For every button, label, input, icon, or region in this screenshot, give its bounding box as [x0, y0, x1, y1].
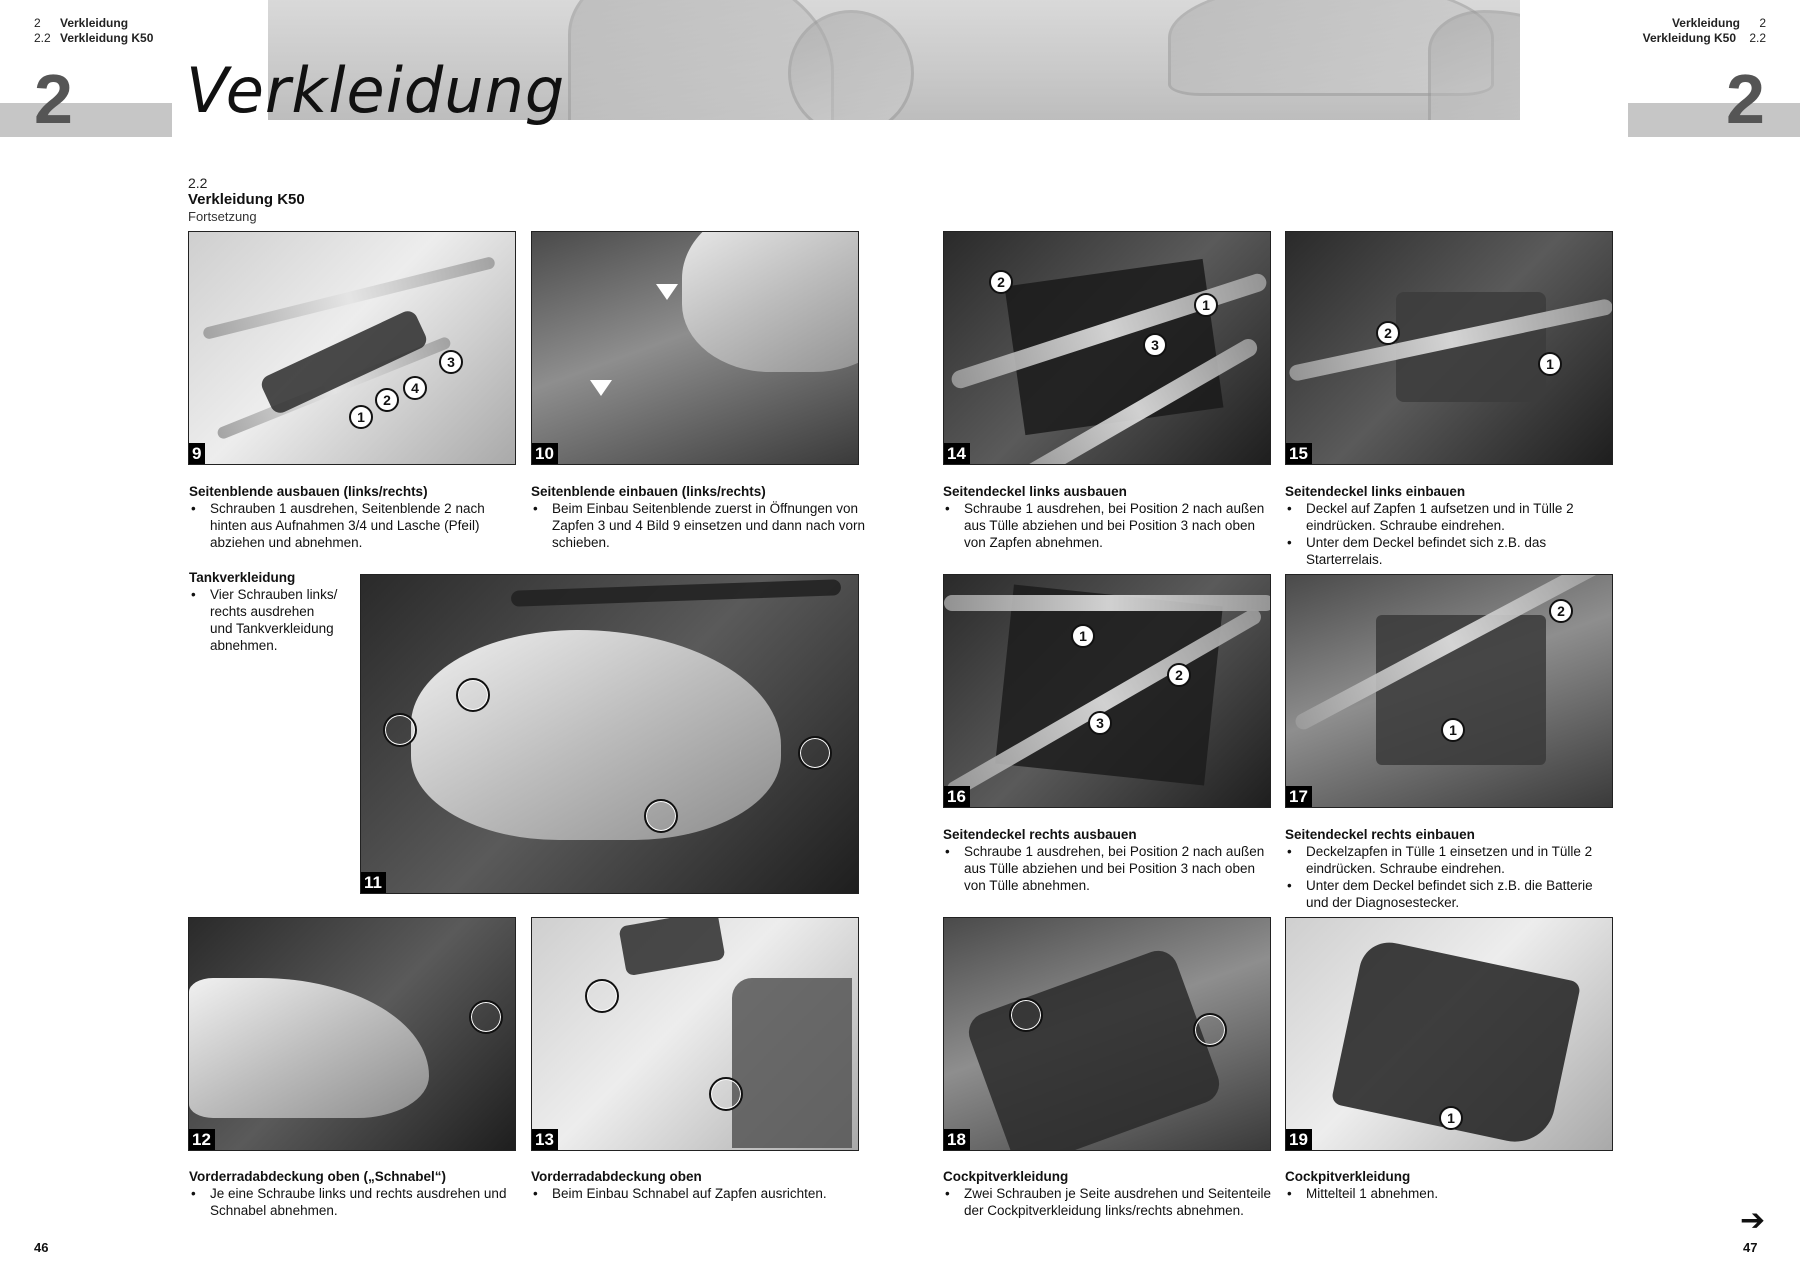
- caption-9: [189, 483, 519, 551]
- caption-14: [943, 483, 1273, 551]
- header-left-chapter-num: 2: [34, 16, 41, 30]
- header-left-chapter-title: Verkleidung: [60, 16, 129, 30]
- header-right-section-num: 2.2: [1749, 31, 1766, 45]
- caption-14-title: Seitendeckel links ausbauen: [943, 484, 1127, 499]
- header-right-chapter-title: Verkleidung: [1671, 16, 1740, 30]
- chapter-number-left: 2: [34, 60, 73, 138]
- caption-11: [189, 569, 339, 654]
- figure-18-number: 18: [944, 1129, 970, 1150]
- screw-marker-ring: [383, 713, 417, 747]
- figure-11-number: 11: [361, 872, 386, 893]
- caption-13: [531, 1168, 861, 1202]
- chapter-bar-right: [1628, 103, 1800, 137]
- figure-9-callout: 4: [403, 376, 427, 400]
- caption-14-item: • Schraube 1 ausdrehen, bei Position 2 nach außen aus Tülle abziehen und bei Position 3 nach oben von Zapfen abnehmen.: [943, 500, 1273, 551]
- screw-marker-ring: [1193, 1013, 1227, 1047]
- header-right-chapter-num: 2: [1759, 16, 1766, 30]
- caption-16-item: • Schraube 1 ausdrehen, bei Position 2 nach außen aus Tülle abziehen und bei Position 3 nach oben von Tülle abnehmen.: [943, 843, 1273, 894]
- header-left-section: [34, 31, 153, 46]
- figure-16-photo: [943, 574, 1271, 808]
- section-number: 2.2: [188, 175, 208, 191]
- page-title: Verkleidung: [186, 54, 566, 127]
- figure-12-photo: [188, 917, 516, 1151]
- screw-marker-ring: [644, 799, 678, 833]
- header-right-section: [1643, 31, 1766, 46]
- screw-marker-ring: [709, 1077, 743, 1111]
- figure-17-callout: 1: [1441, 718, 1465, 742]
- figure-17-photo: [1285, 574, 1613, 808]
- header-left-chapter: [34, 16, 128, 31]
- arrow-down-icon: [590, 380, 612, 396]
- figure-12-number: 12: [189, 1129, 215, 1150]
- screw-marker-ring: [1009, 998, 1043, 1032]
- caption-19-title: Cockpitverkleidung: [1285, 1169, 1411, 1184]
- chapter-number-right: 2: [1726, 60, 1765, 138]
- caption-11-item: • Vier Schrauben links/ rechts ausdrehen und Tankverkleidung abnehmen.: [189, 586, 339, 654]
- caption-16-title: Seitendeckel rechts ausbauen: [943, 827, 1137, 842]
- figure-15-callout: 2: [1376, 321, 1400, 345]
- figure-15-number: 15: [1286, 443, 1312, 464]
- caption-19: [1285, 1168, 1615, 1202]
- header-right-section-title: Verkleidung K50: [1642, 31, 1736, 45]
- screw-marker-ring: [469, 1000, 503, 1034]
- figure-17-number: 17: [1286, 786, 1312, 807]
- figure-19-photo: [1285, 917, 1613, 1151]
- caption-12-title: Vorderradabdeckung oben („Schnabel“): [189, 1169, 447, 1184]
- caption-15: [1285, 483, 1615, 568]
- figure-18-photo: [943, 917, 1271, 1151]
- page-number-left: 46: [34, 1240, 49, 1255]
- caption-16: [943, 826, 1273, 894]
- figure-19-number: 19: [1286, 1129, 1312, 1150]
- caption-13-item: • Beim Einbau Schnabel auf Zapfen ausrichten.: [531, 1185, 861, 1202]
- caption-10: [531, 483, 871, 551]
- figure-9-number: 9: [189, 443, 205, 464]
- arrow-down-icon: [656, 284, 678, 300]
- caption-18-title: Cockpitverkleidung: [943, 1169, 1069, 1184]
- caption-13-title: Vorderradabdeckung oben: [531, 1169, 702, 1184]
- figure-14-number: 14: [944, 443, 970, 464]
- figure-14-callout: 3: [1143, 333, 1167, 357]
- screw-marker-ring: [798, 736, 832, 770]
- figure-9-photo: [188, 231, 516, 465]
- caption-9-title: Seitenblende ausbauen (links/rechts): [189, 484, 428, 499]
- screw-marker-ring: [585, 979, 619, 1013]
- figure-16-callout: 1: [1071, 624, 1095, 648]
- caption-11-title: Tankverkleidung: [189, 570, 296, 585]
- figure-13-number: 13: [532, 1129, 558, 1150]
- header-right-chapter: [1672, 16, 1766, 31]
- section-subtitle: Fortsetzung: [188, 209, 257, 224]
- caption-10-title: Seitenblende einbauen (links/rechts): [531, 484, 766, 499]
- caption-12: [189, 1168, 519, 1219]
- figure-9-callout: 1: [349, 405, 373, 429]
- caption-18: [943, 1168, 1273, 1219]
- figure-9-callout: 3: [439, 350, 463, 374]
- figure-14-callout: 2: [989, 270, 1013, 294]
- caption-17-title: Seitendeckel rechts einbauen: [1285, 827, 1475, 842]
- caption-15-title: Seitendeckel links einbauen: [1285, 484, 1466, 499]
- caption-10-item: • Beim Einbau Seitenblende zuerst in Öffnungen von Zapfen 3 und 4 Bild 9 einsetzen und dann nach vorn schieben.: [531, 500, 871, 551]
- figure-16-callout: 3: [1088, 711, 1112, 735]
- caption-19-item: • Mittelteil 1 abnehmen.: [1285, 1185, 1615, 1202]
- figure-19-callout: 1: [1439, 1106, 1463, 1130]
- caption-15-item: • Unter dem Deckel befindet sich z.B. das Starterrelais.: [1285, 534, 1615, 568]
- header-left-section-title: Verkleidung K50: [60, 31, 154, 45]
- caption-18-item: • Zwei Schrauben je Seite ausdrehen und Seitenteile der Cockpitverkleidung links/rechts abnehmen.: [943, 1185, 1273, 1219]
- figure-9-callout: 2: [375, 388, 399, 412]
- figure-15-callout: 1: [1538, 352, 1562, 376]
- figure-14-photo: [943, 231, 1271, 465]
- figure-10-photo: [531, 231, 859, 465]
- figure-16-callout: 2: [1167, 663, 1191, 687]
- figure-16-number: 16: [944, 786, 970, 807]
- figure-15-photo: [1285, 231, 1613, 465]
- caption-9-item: • Schrauben 1 ausdrehen, Seitenblende 2 nach hinten aus Aufnahmen 3/4 und Lasche (Pfeil) abziehen und abnehmen.: [189, 500, 519, 551]
- caption-12-item: • Je eine Schraube links und rechts ausdrehen und Schnabel abnehmen.: [189, 1185, 519, 1219]
- section-title: Verkleidung K50: [188, 191, 305, 208]
- figure-11-photo: [360, 574, 859, 894]
- next-page-arrow-icon[interactable]: ➔: [1740, 1204, 1766, 1237]
- caption-17: [1285, 826, 1615, 911]
- caption-15-item: • Deckel auf Zapfen 1 aufsetzen und in Tülle 2 eindrücken. Schraube eindrehen.: [1285, 500, 1615, 534]
- caption-17-item: • Deckelzapfen in Tülle 1 einsetzen und in Tülle 2 eindrücken. Schraube eindrehen.: [1285, 843, 1615, 877]
- page-number-right: 47: [1743, 1240, 1758, 1255]
- chapter-bar-left: [0, 103, 172, 137]
- caption-17-item: • Unter dem Deckel befindet sich z.B. die Batterie und der Diagnosestecker.: [1285, 877, 1615, 911]
- figure-17-callout: 2: [1549, 599, 1573, 623]
- figure-10-number: 10: [532, 443, 558, 464]
- header-left-section-num: 2.2: [34, 31, 51, 45]
- figure-14-callout: 1: [1194, 293, 1218, 317]
- figure-13-photo: [531, 917, 859, 1151]
- screw-marker-ring: [456, 678, 490, 712]
